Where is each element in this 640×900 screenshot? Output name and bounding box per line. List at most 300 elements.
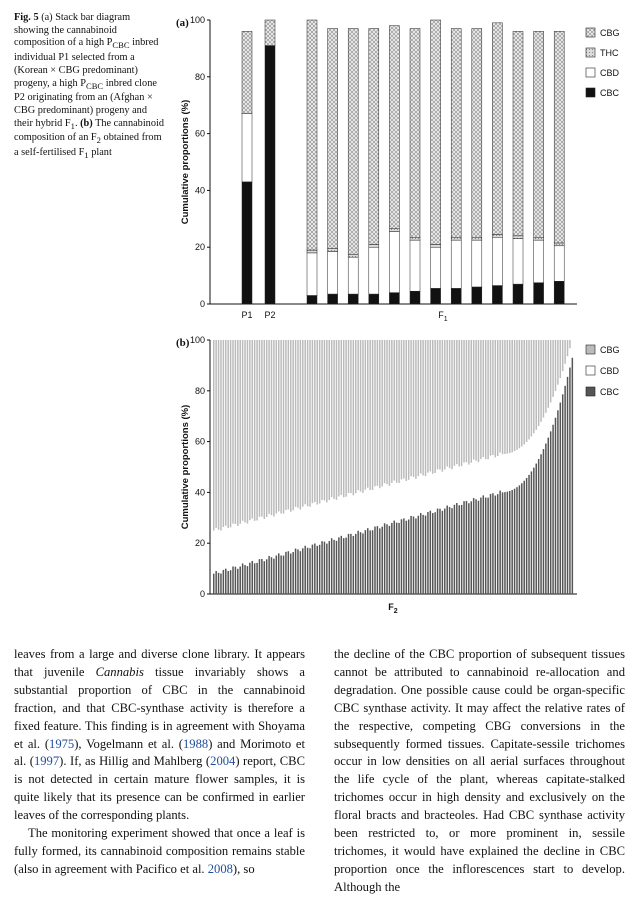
bar-f2-cbc [242, 563, 243, 594]
bar-f2-cbg [446, 340, 447, 466]
bar-f2-cbg [259, 340, 260, 517]
bar-f2-cbg [386, 340, 387, 484]
bar-f2-cbg [280, 340, 281, 514]
bar-f2-cbc [432, 513, 433, 594]
bar-f2-cbg [463, 340, 464, 462]
bar-f2-cbc [557, 410, 558, 594]
bar-f2-cbg [471, 340, 472, 463]
bar-f2-cbg [422, 340, 423, 475]
bar-f2-cbc [304, 546, 305, 594]
bar-f2-cbc [562, 394, 563, 594]
bar-f2-cbg [235, 340, 236, 524]
y-axis-label: Cumulative proportions (%) [180, 99, 191, 225]
bar-f1-cbd [307, 253, 317, 296]
bar-f2-cbg [555, 340, 556, 391]
y-tick-label: 100 [189, 335, 205, 345]
bar-f2-cbc [278, 553, 279, 594]
y-tick-label: 60 [194, 128, 205, 139]
legend-swatch [586, 366, 595, 375]
bar-f2-cbg [456, 340, 457, 464]
bar-f2-cbc [336, 541, 337, 594]
bar-f2-cbc [321, 541, 322, 594]
bar-f2-cbc [410, 516, 411, 594]
bar-f2-cbc [473, 498, 474, 594]
bar-f2-cbg [439, 340, 440, 470]
bar-f1-cbg [534, 31, 544, 237]
bar-f2-cbc [444, 509, 445, 594]
bar-f2-cbc [384, 523, 385, 594]
bar-f2-cbg [458, 340, 459, 466]
bar-f2-cbc [523, 481, 524, 594]
bar-f1-cbg [369, 29, 379, 245]
bar-f2-cbg [396, 340, 397, 483]
bar-f2-cbg [495, 340, 496, 457]
bar-f2-cbc [548, 438, 549, 594]
legend-label: CBD [600, 68, 620, 78]
bar-f2-cbc [564, 386, 565, 594]
bar-f1-thc [472, 237, 482, 240]
bar-f2-cbg [307, 340, 308, 506]
bar-f2-cbc [312, 545, 313, 594]
bar-f1-cbd [348, 257, 358, 294]
bar-f2-cbg [528, 340, 529, 439]
bar-f2-cbg [223, 340, 224, 527]
bar-f2-cbc [227, 571, 228, 594]
bar-f1-cbd [451, 240, 461, 288]
bar-f2-cbg [413, 340, 414, 477]
y-tick-label: 20 [194, 538, 205, 549]
bar-f2-cbc [302, 548, 303, 594]
bar-f1-cbc [328, 294, 338, 304]
bar-f2-cbc [374, 527, 375, 594]
bar-f2-cbg [288, 340, 289, 509]
bar-f2-cbg [304, 340, 305, 504]
bar-f1-cbd [554, 246, 564, 282]
x-axis-label: $F_2$ [388, 602, 398, 615]
bar-f2-cbg [562, 340, 563, 371]
bar-f2-cbc [550, 431, 551, 594]
bar-f1-cbd [492, 237, 502, 285]
bar-f2-cbc [480, 498, 481, 594]
bar-f2-cbc [357, 531, 358, 594]
bar-f2-cbc [538, 459, 539, 594]
bar-f2-cbg [564, 340, 565, 364]
bar-f2-cbg [276, 340, 277, 513]
caption-subscript: CBC [112, 40, 130, 51]
bar-f1-cbg [328, 29, 338, 249]
bar-f2-cbc [475, 499, 476, 594]
bar-f1-cbd [389, 232, 399, 293]
bar-f2-cbg [485, 340, 486, 459]
bar-f1-thc [534, 237, 544, 240]
bar-f2-cbg [418, 340, 419, 476]
bar-f2-cbg [264, 340, 265, 519]
bar-f2-cbg [442, 340, 443, 472]
bar-f2-cbg [220, 340, 221, 530]
bar-f1-cbg [492, 23, 502, 235]
bar-f2-cbg [449, 340, 450, 468]
bar-f2-cbc [259, 559, 260, 594]
bar-f2-cbc [454, 505, 455, 594]
bar-f2-cbg [341, 340, 342, 495]
citation-link[interactable]: 2008 [207, 861, 233, 876]
bar-f2-cbg [480, 340, 481, 459]
bar-f2-cbc [348, 534, 349, 594]
bar-f2-cbc [333, 540, 334, 594]
bar-f1-cbc [369, 294, 379, 304]
bar-f2-cbg [540, 340, 541, 422]
bar-f2-cbc [502, 492, 503, 594]
bar-f2-cbc [446, 506, 447, 594]
bar-f2-cbg [487, 340, 488, 459]
caption-part-a3: inbred clone P2 originating from an (Afghan × CBG predominant) progeny and their hybrid F [14, 77, 157, 129]
bar-f2-cbc [283, 556, 284, 594]
legend-label: CBG [600, 28, 620, 38]
bar-f2-cbg [348, 340, 349, 493]
bar-p2-cbg [265, 20, 275, 46]
bar-f2-cbg [398, 340, 399, 483]
bar-f2-cbg [316, 340, 317, 505]
bar-f1-thc [451, 237, 461, 240]
bar-f2-cbc [324, 542, 325, 594]
bar-f2-cbg [403, 340, 404, 479]
bar-p1-cbd [242, 114, 252, 182]
bar-f2-cbc [365, 530, 366, 594]
bar-f2-cbg [271, 340, 272, 515]
bar-f2-cbc [271, 557, 272, 594]
y-tick-label: 100 [189, 15, 205, 25]
caption-part-b3: plant [88, 147, 112, 159]
bar-f2-cbc [408, 519, 409, 594]
bar-f2-cbc [545, 444, 546, 594]
legend-label: THC [600, 48, 619, 58]
bar-f2-cbc [560, 403, 561, 594]
bar-f2-cbg [227, 340, 228, 528]
citation-link[interactable]: 1975 [49, 736, 75, 751]
bar-f2-cbg [302, 340, 303, 507]
caption-part-b-label: (b) [80, 117, 93, 129]
bar-f2-cbg [468, 340, 469, 465]
bar-f2-cbg [379, 340, 380, 488]
y-axis-label: Cumulative proportions (%) [180, 404, 191, 530]
bar-f2-cbc [256, 563, 257, 594]
bar-f2-cbg [492, 340, 493, 455]
bar-f2-cbc [379, 528, 380, 594]
bar-f2-cbg [394, 340, 395, 481]
bar-f2-cbg [490, 340, 491, 456]
bar-f2-cbg [249, 340, 250, 520]
bar-f2-cbg [273, 340, 274, 517]
bar-f2-cbc [230, 570, 231, 594]
bar-f2-cbg [336, 340, 337, 500]
bar-f2-cbg [531, 340, 532, 436]
bar-f2-cbg [519, 340, 520, 448]
bar-f2-cbg [451, 340, 452, 469]
bar-f2-cbc [507, 492, 508, 594]
bar-f2-cbc [504, 492, 505, 594]
bar-f2-cbc [266, 559, 267, 594]
bar-f2-cbg [355, 340, 356, 493]
bar-f1-cbc [389, 293, 399, 304]
bar-f2-cbc [567, 377, 568, 594]
bar-f1-thc [307, 250, 317, 253]
bar-f2-cbg [552, 340, 553, 397]
bar-f1-cbd [513, 239, 523, 284]
bar-f2-cbc [389, 526, 390, 594]
body-text: ), Vogelmann et al. ( [74, 736, 183, 751]
caption-part-b: The cannabinoid composition of an F [14, 117, 164, 144]
caption-part-a4: . [74, 117, 81, 129]
bar-f2-cbc [292, 552, 293, 594]
bar-f2-cbc [391, 523, 392, 594]
bar-f1-cbc [513, 284, 523, 304]
bar-f2-cbc [418, 516, 419, 594]
bar-f2-cbc [280, 556, 281, 594]
bar-f2-cbc [427, 512, 428, 594]
legend-swatch [586, 48, 595, 57]
legend-label: CBC [600, 387, 620, 397]
bar-f2-cbc [268, 556, 269, 594]
legend-swatch [586, 88, 595, 97]
bar-f1-cbd [369, 247, 379, 294]
bar-f2-cbg [357, 340, 358, 490]
legend-label: CBG [600, 345, 620, 355]
bar-f2-cbc [422, 515, 423, 594]
bar-f2-cbg [369, 340, 370, 490]
bar-f2-cbc [276, 556, 277, 594]
bar-f2-cbg [516, 340, 517, 450]
bar-f2-cbc [316, 546, 317, 594]
bar-f2-cbg [350, 340, 351, 493]
bar-f2-cbc [516, 487, 517, 594]
bar-f2-cbc [367, 528, 368, 594]
y-tick-label: 80 [194, 71, 205, 82]
bar-f1-cbc [348, 294, 358, 304]
bar-f2-cbg [420, 340, 421, 474]
legend-swatch [586, 68, 595, 77]
bar-p1-cbc [242, 182, 252, 304]
bar-f2-cbc [350, 534, 351, 594]
caption-subscript: CBC [85, 80, 104, 91]
bar-f2-cbg [406, 340, 407, 481]
bar-f2-cbc [386, 524, 387, 594]
body-italic: Cannabis [95, 664, 144, 679]
bar-f2-cbg [319, 340, 320, 504]
bar-f2-cbg [312, 340, 313, 503]
legend-swatch [586, 28, 595, 37]
bar-f2-cbg [261, 340, 262, 517]
bar-f2-cbg [502, 340, 503, 454]
bar-f2-cbg [497, 340, 498, 456]
legend-swatch [586, 387, 595, 396]
bar-f1-thc [410, 237, 420, 240]
bar-f2-cbc [377, 526, 378, 594]
body-text: leaves from a large and diverse clone library. It appears that juvenile [14, 647, 305, 679]
bar-f2-cbc [273, 559, 274, 594]
bar-f2-cbg [345, 340, 346, 497]
bar-f1-cbc [492, 286, 502, 304]
bar-f2-cbg [473, 340, 474, 459]
bar-f2-cbg [523, 340, 524, 444]
bar-f2-cbg [329, 340, 330, 500]
bar-f2-cbg [430, 340, 431, 471]
bar-f2-cbc [343, 538, 344, 594]
body-text: tissue invariably shows a substantial proportion of CBC in the cannabinoid fraction, and that CBC-synthase activity is therefore a fixed feature. This finding is in agreement with Shoyama et al. ( [14, 664, 305, 751]
bar-f2-cbg [215, 340, 216, 528]
caption-subscript: 1 [70, 120, 75, 131]
bar-f2-cbg [290, 340, 291, 512]
bar-f2-cbc [252, 561, 253, 594]
bar-f2-cbg [427, 340, 428, 473]
figure-label: Fig. 5 [14, 12, 39, 23]
bar-f2-cbg [478, 340, 479, 462]
citation-link[interactable]: 2004 [210, 754, 236, 769]
bar-f2-cbg [360, 340, 361, 492]
bar-f2-cbg [338, 340, 339, 496]
bar-f2-cbc [372, 530, 373, 594]
bar-f1-cbg [431, 20, 441, 244]
legend-swatch [586, 345, 595, 354]
bar-f2-cbc [326, 544, 327, 594]
body-text: The monitoring experiment showed that once a leaf is fully formed, its cannabinoid composition remains stable (also in agreement with Pacifico et al. [14, 826, 305, 876]
bar-f2-cbg [314, 340, 315, 502]
bar-f2-cbc [533, 468, 534, 594]
y-tick-label: 60 [194, 436, 205, 447]
bar-f2-cbg [425, 340, 426, 476]
bar-f2-cbg [343, 340, 344, 497]
bar-f2-cbc [360, 532, 361, 594]
bar-f2-cbc [437, 509, 438, 594]
bar-f2-cbc [540, 454, 541, 594]
bar-f2-cbg [415, 340, 416, 479]
bar-f1-cbc [534, 283, 544, 304]
bar-f1-thc [554, 243, 564, 246]
bar-f2-cbg [507, 340, 508, 454]
bar-f2-cbg [300, 340, 301, 510]
bar-f2-cbc [329, 541, 330, 594]
bar-f2-cbc [468, 503, 469, 594]
bar-f2-cbc [403, 518, 404, 594]
x-axis-label-subscript: 2 [393, 608, 398, 615]
group-label-subscript: 1 [443, 316, 448, 323]
bar-f2-cbc [485, 498, 486, 594]
bar-f1-cbg [348, 29, 358, 255]
bar-f2-cbg [213, 340, 214, 531]
bar-f2-cbg [232, 340, 233, 524]
bar-f1-cbg [472, 29, 482, 238]
bar-f2-cbg [326, 340, 327, 502]
bar-f2-cbg [297, 340, 298, 508]
bar-f2-cbg [444, 340, 445, 469]
bar-f2-cbc [285, 552, 286, 594]
bar-f2-cbc [555, 418, 556, 594]
panel-a [176, 15, 620, 323]
group-label: P1 [241, 310, 253, 320]
bar-f2-cbc [519, 485, 520, 594]
group-label: P2 [264, 310, 276, 320]
bar-f2-cbc [430, 511, 431, 594]
bar-f2-cbc [487, 498, 488, 594]
bar-f2-cbc [526, 478, 527, 594]
y-tick-label: 80 [194, 385, 205, 396]
bar-p2-cbc [265, 46, 275, 304]
bar-f2-cbg [244, 340, 245, 522]
bar-f2-cbc [449, 507, 450, 594]
bar-f2-cbc [232, 566, 233, 594]
bar-f1-thc [513, 236, 523, 239]
bar-f2-cbg [557, 340, 558, 385]
bar-f2-cbc [495, 496, 496, 594]
bar-f1-cbd [431, 247, 441, 288]
bar-f1-cbc [472, 287, 482, 304]
bar-f2-cbc [300, 551, 301, 594]
bar-f2-cbc [338, 537, 339, 594]
y-tick-label: 0 [199, 299, 205, 309]
bar-f2-cbc [511, 490, 512, 594]
bar-f2-cbc [290, 554, 291, 594]
bar-f2-cbg [499, 340, 500, 453]
bar-f2-cbc [535, 464, 536, 594]
bar-f2-cbc [478, 501, 479, 594]
bar-f1-cbc [307, 295, 317, 304]
bar-f2-cbc [442, 511, 443, 594]
body-text: ) report, CBC is not detected in certain mature flower samples, it is quite likely that its presence can be confirmed in earlier leaves of the corresponding plants. [14, 754, 305, 823]
bar-p1-cbg [242, 31, 252, 113]
bar-f2-cbc [223, 570, 224, 594]
bar-f2-cbg [247, 340, 248, 524]
bar-f1-cbc [410, 291, 420, 304]
bar-f2-cbc [492, 493, 493, 594]
bar-f2-cbc [353, 536, 354, 594]
bar-f1-cbg [389, 26, 399, 229]
bar-f2-cbc [466, 501, 467, 594]
bar-f2-cbc [362, 533, 363, 594]
citation-link[interactable]: 1988 [183, 736, 209, 751]
bar-f2-cbc [369, 530, 370, 594]
bar-f2-cbg [353, 340, 354, 495]
bar-f2-cbc [247, 566, 248, 594]
bar-f2-cbc [552, 425, 553, 594]
bar-f2-cbc [220, 574, 221, 594]
bar-f2-cbg [254, 340, 255, 521]
bar-f2-cbg [384, 340, 385, 483]
bar-f1-thc [492, 234, 502, 237]
bar-f2-cbg [309, 340, 310, 507]
bar-f2-cbg [535, 340, 536, 430]
panel-label: (b) [176, 337, 190, 349]
bar-f2-cbc [425, 516, 426, 594]
bar-f2-cbc [215, 571, 216, 594]
caption-part-a2: inbred individual P1 selected from a (Korean × CBG predominant) progeny, a high P [14, 37, 159, 89]
bar-f2-cbg [292, 340, 293, 510]
body-column-right [334, 646, 625, 897]
citation-link[interactable]: 1997 [33, 754, 60, 769]
bar-f2-cbg [569, 340, 570, 348]
bar-f2-cbc [249, 563, 250, 594]
bar-f2-cbc [341, 536, 342, 594]
bar-f2-cbg [230, 340, 231, 527]
panel-b [176, 335, 620, 615]
bar-f1-cbc [554, 281, 564, 304]
bar-f2-cbg [543, 340, 544, 418]
bar-f2-cbg [475, 340, 476, 461]
bar-f2-cbg [434, 340, 435, 473]
bar-f2-cbc [531, 471, 532, 594]
bar-f2-cbg [567, 340, 568, 356]
bar-f2-cbc [345, 538, 346, 594]
bar-f1-cbg [513, 31, 523, 235]
bar-f2-cbc [218, 573, 219, 594]
